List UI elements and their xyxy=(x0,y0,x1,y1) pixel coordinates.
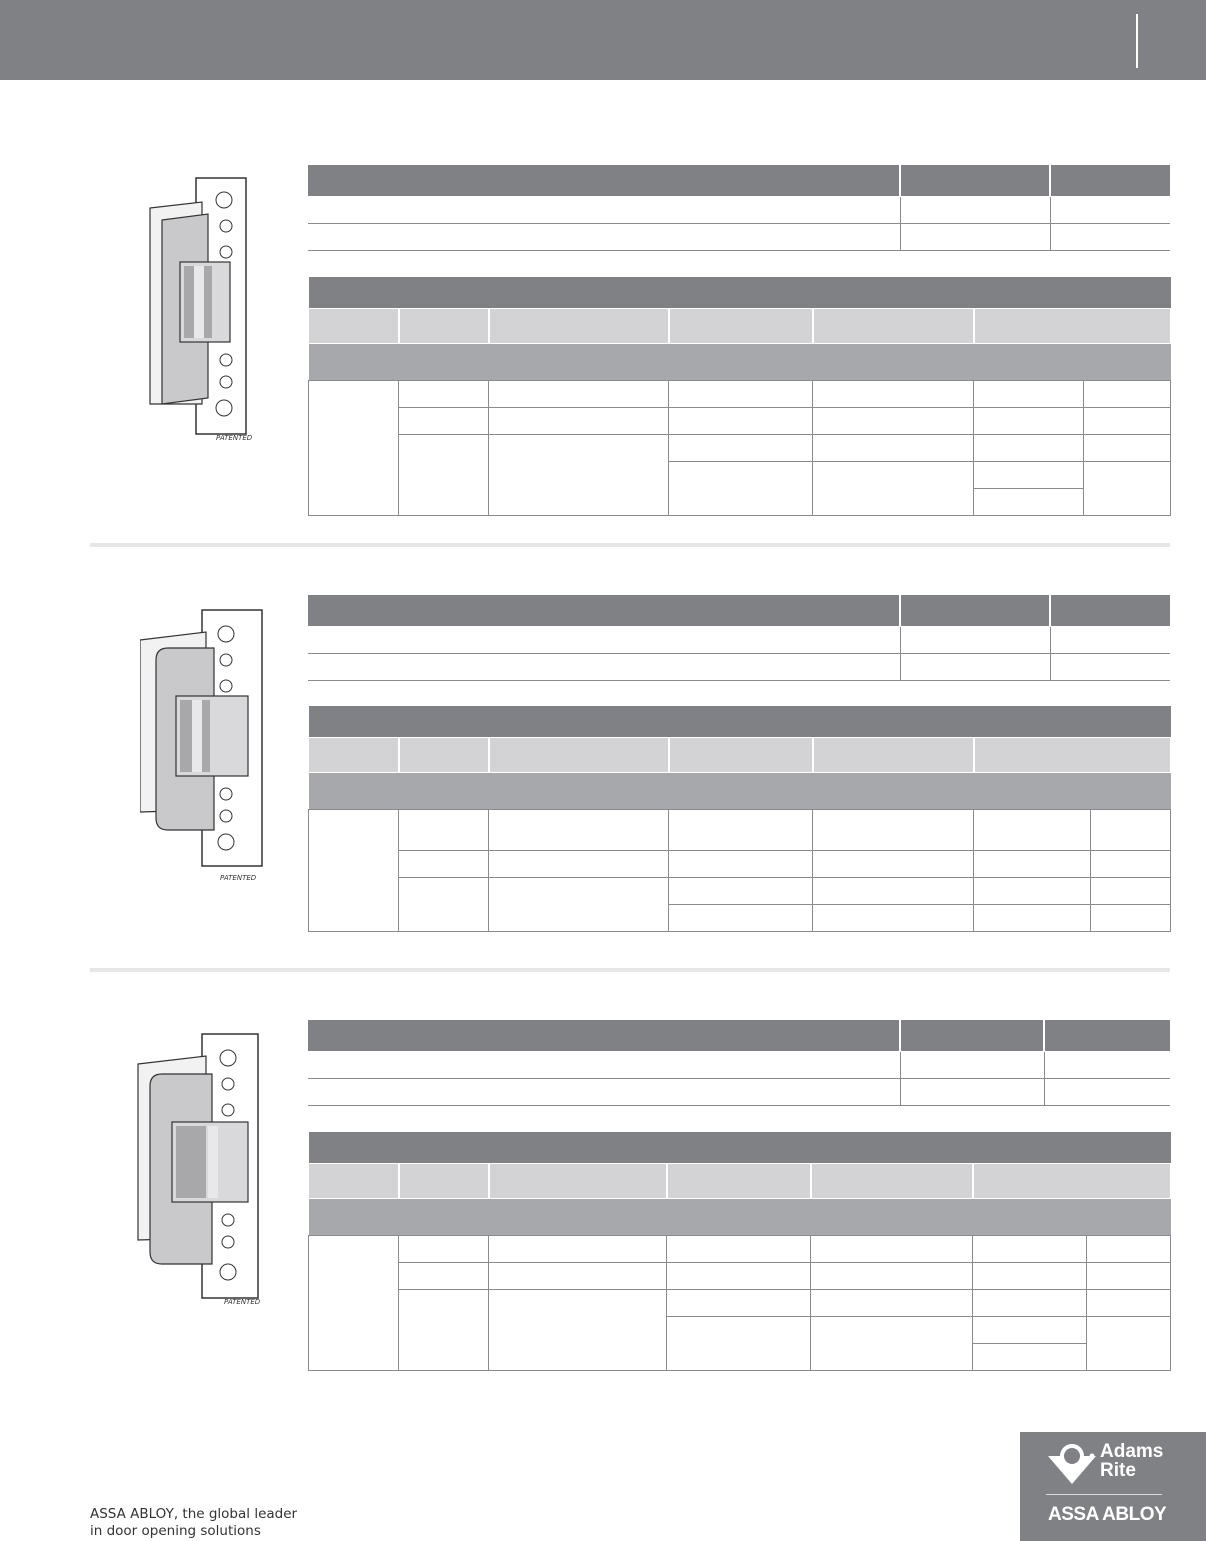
patented-mark-2: PATENTED xyxy=(220,874,257,882)
table-row xyxy=(308,197,1170,224)
section-divider-1 xyxy=(90,543,1170,547)
product-2-summary-table xyxy=(308,594,1171,681)
logo-parent-brand: ASSA ABLOY xyxy=(1048,1504,1167,1525)
table-row xyxy=(309,1263,1171,1290)
footer-tagline xyxy=(90,1506,297,1540)
table-row xyxy=(309,1236,1171,1263)
electric-strike-image-1 xyxy=(140,172,330,472)
table-band-row xyxy=(309,1199,1171,1236)
table-column-header-row xyxy=(309,1164,1171,1199)
table-row xyxy=(309,851,1171,878)
patented-mark-1: PATENTED xyxy=(216,434,253,442)
table-header-row xyxy=(308,165,1170,197)
table-band-row xyxy=(309,344,1171,381)
table-row xyxy=(308,224,1170,251)
table-row xyxy=(309,381,1171,408)
patented-mark-3: PATENTED xyxy=(224,1298,261,1306)
logo-divider xyxy=(1046,1494,1162,1495)
table-row xyxy=(309,408,1171,435)
table-title-row xyxy=(309,1132,1171,1164)
table-row xyxy=(309,810,1171,851)
logo-brand-text xyxy=(1100,1442,1163,1480)
logo-brand-line-1: Adams xyxy=(1100,1441,1164,1462)
table-column-header-row xyxy=(309,738,1171,773)
table-row xyxy=(309,1290,1171,1317)
table-row xyxy=(309,878,1171,905)
product-3-summary-table xyxy=(308,1019,1171,1106)
table-header-row xyxy=(308,1020,1170,1052)
electric-strike-image-2 xyxy=(140,604,330,904)
product-1-spec-table xyxy=(308,277,1171,516)
product-1-summary-table xyxy=(308,164,1171,251)
footer-tagline-line-2: in door opening solutions xyxy=(90,1523,261,1539)
table-row xyxy=(309,435,1171,462)
adams-rite-logo xyxy=(1020,1432,1206,1541)
table-title-row xyxy=(309,277,1171,309)
adams-rite-emblem-icon xyxy=(1046,1442,1098,1488)
header-divider xyxy=(1136,14,1138,68)
table-band-row xyxy=(309,773,1171,810)
table-header-row xyxy=(308,595,1170,627)
table-row xyxy=(308,1052,1170,1079)
table-row xyxy=(308,654,1170,681)
top-header-bar xyxy=(0,0,1206,80)
table-row xyxy=(308,1079,1170,1106)
electric-strike-image-3 xyxy=(136,1028,326,1328)
table-row xyxy=(308,627,1170,654)
footer-tagline-line-1: ASSA ABLOY, the global leader xyxy=(90,1506,298,1522)
section-divider-2 xyxy=(90,968,1170,972)
product-2-spec-table xyxy=(308,706,1171,932)
table-column-header-row xyxy=(309,309,1171,344)
logo-brand-line-2: Rite xyxy=(1100,1460,1136,1481)
table-title-row xyxy=(309,706,1171,738)
product-3-spec-table xyxy=(308,1132,1171,1371)
